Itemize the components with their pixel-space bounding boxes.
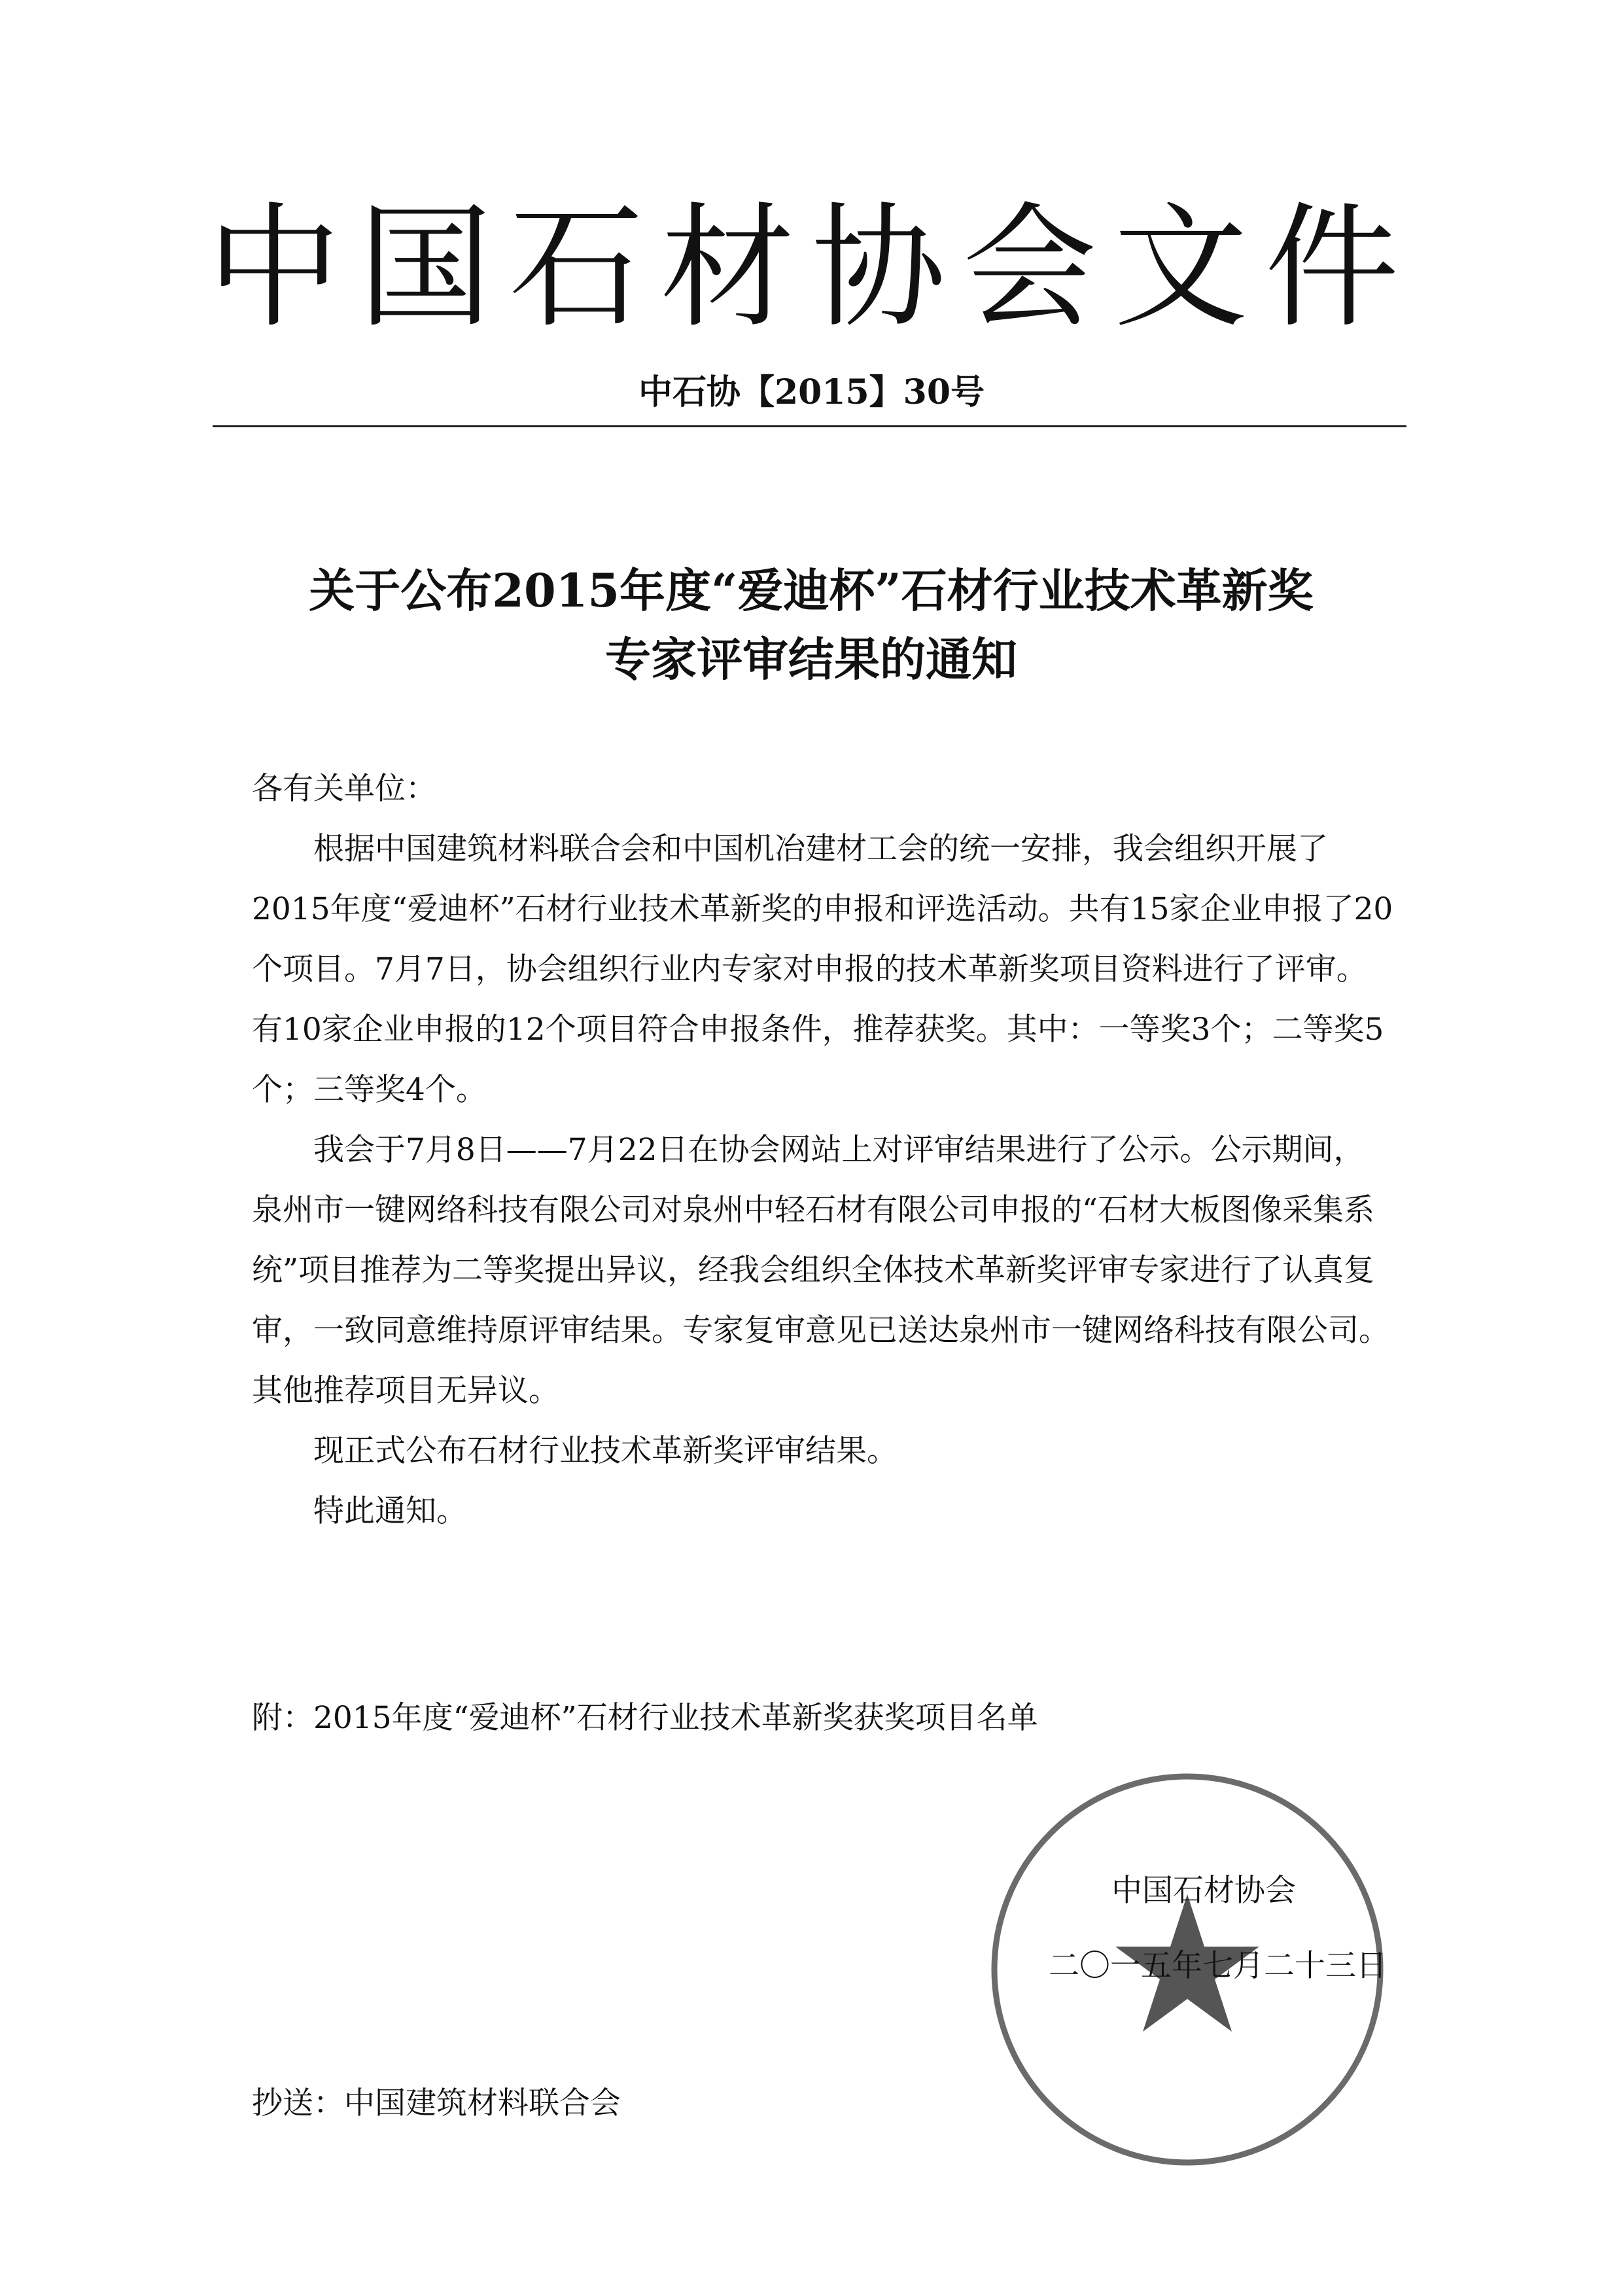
attachment-line: 附：2015年度“爱迪杯”石材行业技术革新奖获奖项目名单 [252,1700,1038,1736]
masthead-title: 中国石材协会文件 [207,190,1416,346]
body-paragraph-3: 现正式公布石材行业技术革新奖评审结果。 [313,1433,898,1469]
signature-organization: 中国石材协会 [1111,1873,1296,1909]
salutation: 各有关单位： [252,771,436,807]
document-number: 中石协【2015】30号 [638,372,985,412]
body-paragraph-2: 我会于7月8日——7月22日在协会网站上对评审结果进行了公示。公示期间，泉州市一键网络科技有限公司对泉州中轻石材有限公司申报的“石材大板图像采集系统”项目推荐为二等奖提出异议，经我会组织全体技术革新奖评审专家进行了认真复审，一致同意维持原评审结果。专家复审意见已送达泉州市一键网络科技有限公司。其他推荐项目无异议。 [252,1132,1389,1409]
body-paragraph-1: 根据中国建筑材料联合会和中国机冶建材工会的统一安排，我会组织开展了2015年度“爱迪杯”石材行业技术革新奖的申报和评选活动。共有15家企业申报了20个项目。7月7日，协会组织行业内专家对申报的技术革新奖项目资料进行了评审。有10家企业申报的12个项目符合申报条件，推荐获奖。其中：一等奖3个；二等奖5个；三等奖4个。 [252,831,1393,1108]
header-divider [213,425,1406,427]
cc-line: 抄送：中国建筑材料联合会 [252,2085,621,2121]
notice-body [252,759,1393,1542]
notice-title-line-2: 专家评审结果的通知 [605,632,1017,686]
notice-title [196,556,1426,694]
signature-date: 二〇一五年七月二十三日 [1049,1948,1387,1984]
body-paragraph-4: 特此通知。 [313,1493,467,1529]
notice-title-line-1: 关于公布2015年度“爱迪杯”石材行业技术革新奖 [309,563,1314,618]
